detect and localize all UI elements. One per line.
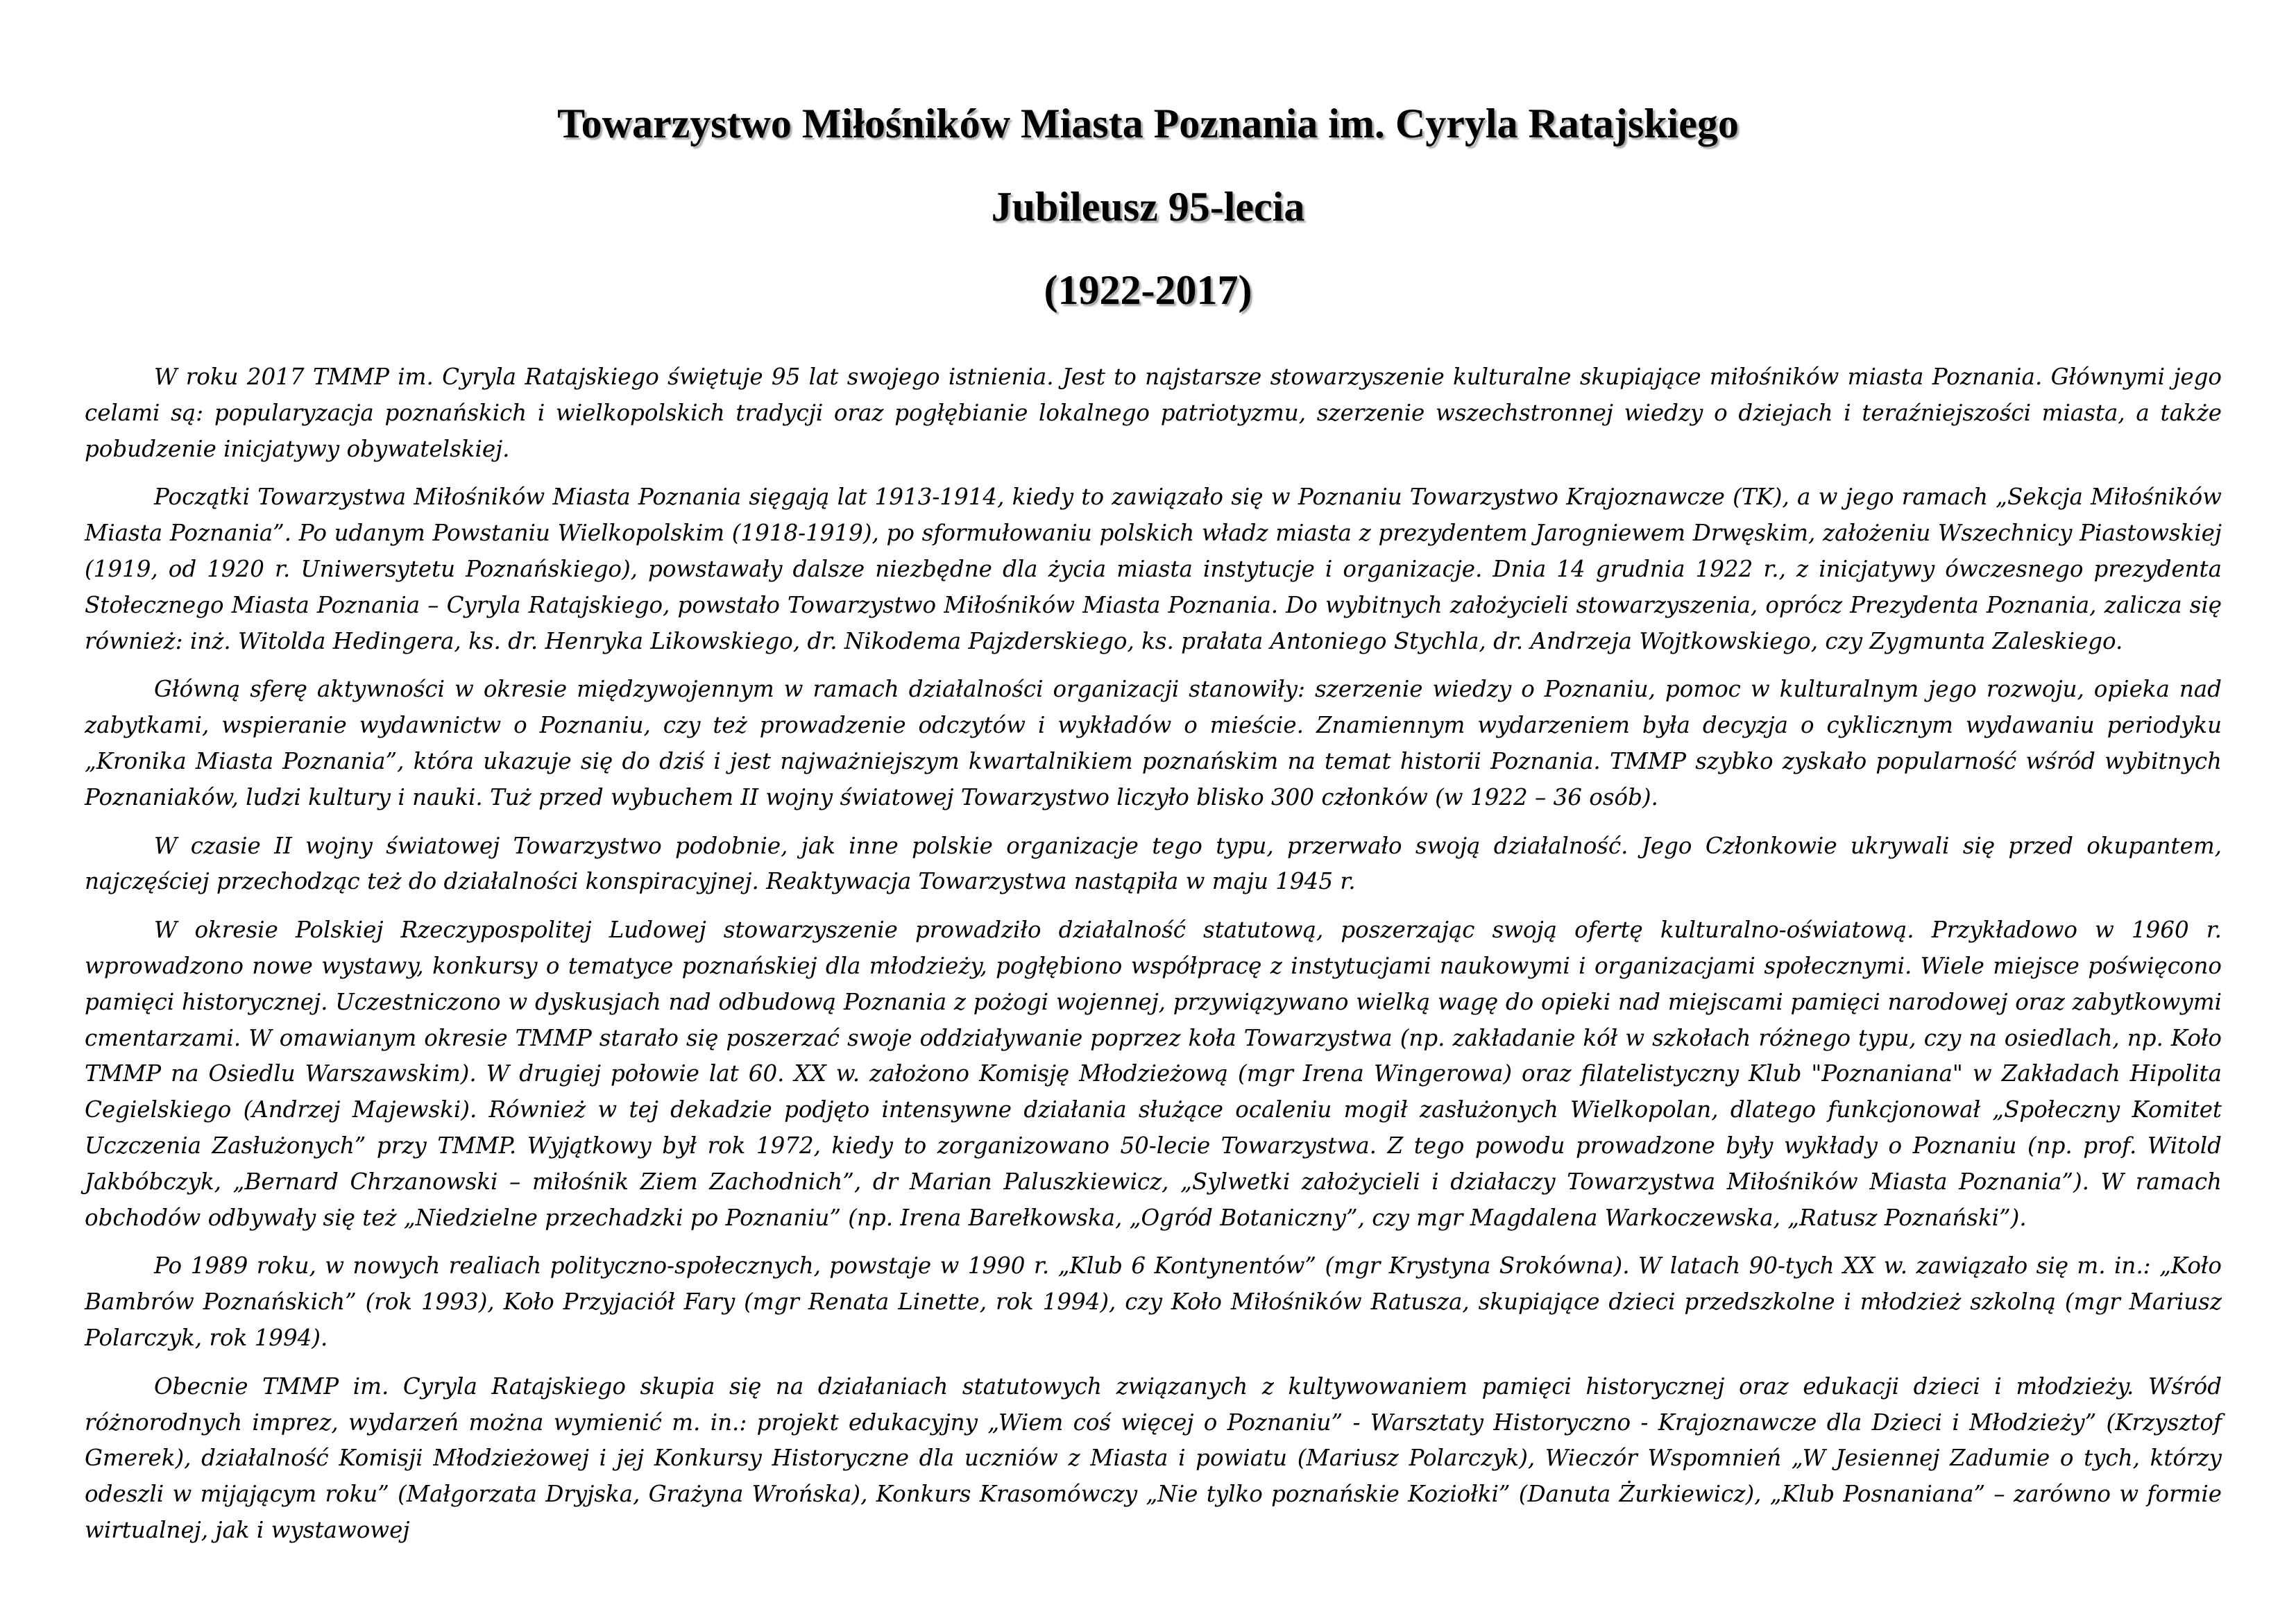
paragraph-6: Po 1989 roku, w nowych realiach polityczno-społecznych, powstaje w 1990 r. „Klub 6 Kontynentów” (mgr Krystyna Srokówna). W latach 90-tych XX w. zawiązało się m. in.: „Koło Bambrów Poznańskich” (rok 1993), Koło Przyjaciół Fary (mgr Renata Linette, rok 1994), czy Koło Miłośników Ratusza, skupiające dzieci przedszkolne i młodzież szkolną (mgr Mariusz Polarczyk, rok 1994).: [85, 1252, 2222, 1351]
paragraph-5: W okresie Polskiej Rzeczypospolitej Ludowej stowarzyszenie prowadziło działalność statutową, poszerzając swoją ofertę kulturalno-oświatową. Przykładowo w 1960 r. wprowadzono nowe wystawy, konkursy o tematyce poznańskiej dla młodzieży, pogłębiono współpracę z instytucjami naukowymi i organizacjami społecznymi. Wiele miejsce poświęcono pamięci historycznej. Uczestniczono w dyskusjach nad odbudową Poznania z pożogi wojennej, przywiązywano wielką wagę do opieki nad miejscami pamięci narodowej oraz zabytkowymi cmentarzami. W omawianym okresie TMMP starało się poszerzać swoje oddziaływanie poprzez koła Towarzystwa (np. zakładanie kół w szkołach różnego typu, czy na osiedlach, np. Koło TMMP na Osiedlu Warszawskim). W drugiej połowie lat 60. XX w. założono Komisję Młodzieżową (mgr Irena Wingerowa) oraz filatelistyczny Klub "Poznaniana" w Zakładach Hipolita Cegielskiego (Andrzej Majewski). Również w tej dekadzie podjęto intensywne działania służące ocaleniu mogił zasłużonych Wielkopolan, dlatego funkcjonował „Społeczny Komitet Uczczenia Zasłużonych” przy TMMP. Wyjątkowy był rok 1972, kiedy to zorganizowano 50-lecie Towarzystwa. Z tego powodu prowadzone były wykłady o Poznaniu (np. prof. Witold Jakbóbczyk, „Bernard Chrzanowski – miłośnik Ziem Zachodnich”, dr Marian Paluszkiewicz, „Sylwetki założycieli i działaczy Towarzystwa Miłośników Miasta Poznania”). W ramach obchodów odbywały się też „Niedzielne przechadzki po Poznaniu” (np. Irena Barełkowska, „Ogród Botaniczny”, czy mgr Magdalena Warkoczewska, „Ratusz Poznański”).: [85, 917, 2222, 1231]
paragraph-3: Główną sferę aktywności w okresie międzywojennym w ramach działalności organizacji stanowiły: szerzenie wiedzy o Poznaniu, pomoc w kulturalnym jego rozwoju, opieka nad zabytkami, wspieranie wydawnictw o Poznaniu, czy też prowadzenie odczytów i wykładów o mieście. Znamiennym wydarzeniem była decyzja o cyklicznym wydawaniu periodyku „Kronika Miasta Poznania”, która ukazuje się do dziś i jest najważniejszym kwartalnikiem poznańskim na temat historii Poznania. TMMP szybko zyskało popularność wśród wybitnych Poznaniaków, ludzi kultury i nauki. Tuż przed wybuchem II wojny światowej Towarzystwo liczyło blisko 300 członków (w 1922 – 36 osób).: [85, 676, 2222, 810]
paragraph-1: W roku 2017 TMMP im. Cyryla Ratajskiego świętuje 95 lat swojego istnienia. Jest to najstarsze stowarzyszenie kulturalne skupiające miłośników miasta Poznania. Głównymi jego celami są: popularyzacja poznańskich i wielkopolskich tradycji oraz pogłębianie lokalnego patriotyzmu, szerzenie wszechstronnej wiedzy o dziejach i teraźniejszości miasta, a także pobudzenie inicjatywy obywatelskiej.: [85, 364, 2222, 462]
title-line-2: Jubileusz 95-lecia: [991, 184, 1305, 230]
paragraph-2: Początki Towarzystwa Miłośników Miasta Poznania sięgają lat 1913-1914, kiedy to zawiązało się w Poznaniu Towarzystwo Krajoznawcze (TK), a w jego ramach „Sekcja Miłośników Miasta Poznania”. Po udanym Powstaniu Wielkopolskim (1918-1919), po sformułowaniu polskich władz miasta z prezydentem Jarogniewem Drwęskim, założeniu Wszechnicy Piastowskiej (1919, od 1920 r. Uniwersytetu Poznańskiego), powstawały dalsze niezbędne dla życia miasta instytucje i organizacje. Dnia 14 grudnia 1922 r., z inicjatywy ówczesnego prezydenta Stołecznego Miasta Poznania – Cyryla Ratajskiego, powstało Towarzystwo Miłośników Miasta Poznania. Do wybitnych założycieli stowarzyszenia, oprócz Prezydenta Poznania, zalicza się również: inż. Witolda Hedingera, ks. dr. Henryka Likowskiego, dr. Nikodema Pajzderskiego, ks. prałata Antoniego Stychla, dr. Andrzeja Wojtkowskiego, czy Zygmunta Zaleskiego.: [85, 484, 2222, 654]
document-body: [85, 359, 2222, 1561]
paragraph-7: Obecnie TMMP im. Cyryla Ratajskiego skupia się na działaniach statutowych związanych z kultywowaniem pamięci historycznej oraz edukacji dzieci i młodzieży. Wśród różnorodnych imprez, wydarzeń można wymienić m. in.: projekt edukacyjny „Wiem coś więcej o Poznaniu” - Warsztaty Historyczno - Krajoznawcze dla Dzieci i Młodzieży” (Krzysztof Gmerek), działalność Komisji Młodzieżowej i jej Konkursy Historyczne dla uczniów z Miasta i powiatu (Mariusz Polarczyk), Wieczór Wspomnień „W Jesiennej Zadumie o tych, którzy odeszli w mijającym roku” (Małgorzata Dryjska, Grażyna Wrońska), Konkurs Krasomówczy „Nie tylko poznańskie Koziołki” (Danuta Żurkiewicz), „Klub Posnaniana” – zarówno w formie wirtualnej, jak i wystawowej: [85, 1373, 2222, 1543]
document-header: [0, 82, 2296, 332]
paragraph-4: W czasie II wojny światowej Towarzystwo podobnie, jak inne polskie organizacje tego typu, przerwało swoją działalność. Jego Członkowie ukrywali się przed okupantem, najczęściej przechodząc też do działalności konspiracyjnej. Reaktywacja Towarzystwa nastąpiła w maju 1945 r.: [85, 832, 2222, 895]
title-line-1: Towarzystwo Miłośników Miasta Poznania im. Cyryla Ratajskiego: [557, 101, 1739, 146]
title-line-3: (1922-2017): [1044, 267, 1252, 313]
